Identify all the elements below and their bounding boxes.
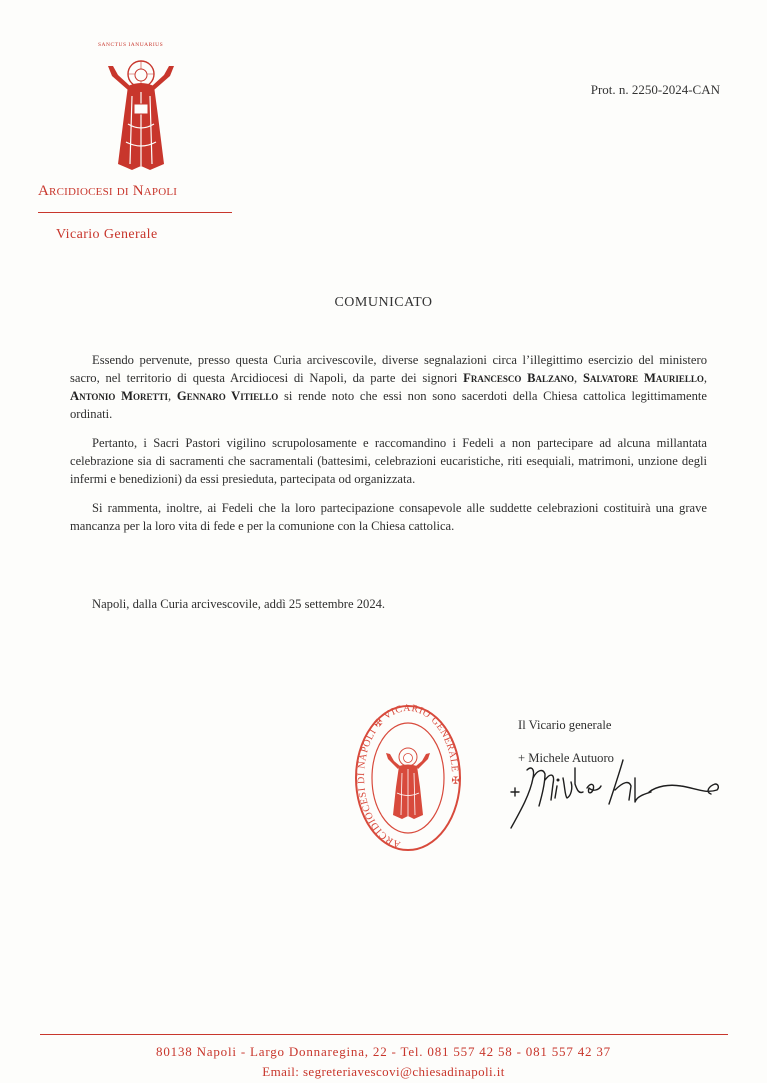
footer-email[interactable]: Email: segreteriavescovi@chiesadinapoli.it <box>262 1064 505 1079</box>
seal-text: ARCIDIOCESI DI NAPOLI ✠ VICARIO GENERALE ✠ <box>355 703 461 850</box>
handwritten-signature-icon <box>505 748 725 832</box>
logo-motto: SANCTUS IANUARIUS <box>98 42 164 48</box>
dateline: Napoli, dalla Curia arcivescovile, addì 25 settembre 2024. <box>92 597 386 611</box>
footer-divider <box>40 1034 728 1035</box>
person-name: Francesco Balzano <box>463 371 575 385</box>
person-name: Antonio Moretti <box>70 389 169 403</box>
paragraph-3: Si rammenta, inoltre, ai Fedeli che la loro partecipazione consapevole alle suddette celebrazioni costituirà una grave mancanza per la loro vita di fede e per la comunione con la Chiesa cattolica. <box>70 501 707 533</box>
office-name: Vicario Generale <box>56 227 158 242</box>
person-name: Gennaro Vitiello <box>176 389 279 403</box>
diocesan-seal-icon <box>354 703 462 853</box>
header-divider <box>38 212 232 213</box>
document-title: COMUNICATO <box>334 295 433 310</box>
document-body <box>70 351 707 546</box>
paragraph-2: Pertanto, i Sacri Pastori vigilino scrupolosamente e raccomandino i Fedeli a non partecipare ad alcuna millantata celebrazione sia di sacramenti che sacramentali (battesimi, celebrazioni eucaristiche, riti esequiali, matrimoni, unzione degli infermi e benedizioni) da essi presieduta, partecipata od organizzata. <box>70 436 707 486</box>
signatory-role: Il Vicario generale <box>518 718 612 732</box>
saint-januarius-figure-icon <box>98 42 184 176</box>
footer-address: 80138 Napoli - Largo Donnaregina, 22 - Tel. 081 557 42 58 - 081 557 42 37 <box>156 1044 611 1059</box>
protocol-number: Prot. n. 2250-2024-CAN <box>590 82 720 97</box>
person-name: Salvatore Mauriello <box>582 371 704 385</box>
signatory-name: + Michele Autuoro <box>518 751 614 765</box>
paragraph-1: Essendo pervenute, presso questa Curia arcivescovile, diverse segnalazioni circa l’illegittimo esercizio del ministero sacro, nel territorio di questa Arcidiocesi di Napoli, da parte dei signori Francesco Balzano, Salvatore Mauriello, Antonio Moretti, Gennaro Vitiello si rende noto che essi non sono sacerdoti della Chiesa cattolica legittimamente ordinati. <box>70 353 707 421</box>
organization-name: Arcidiocesi di Napoli <box>38 183 178 199</box>
